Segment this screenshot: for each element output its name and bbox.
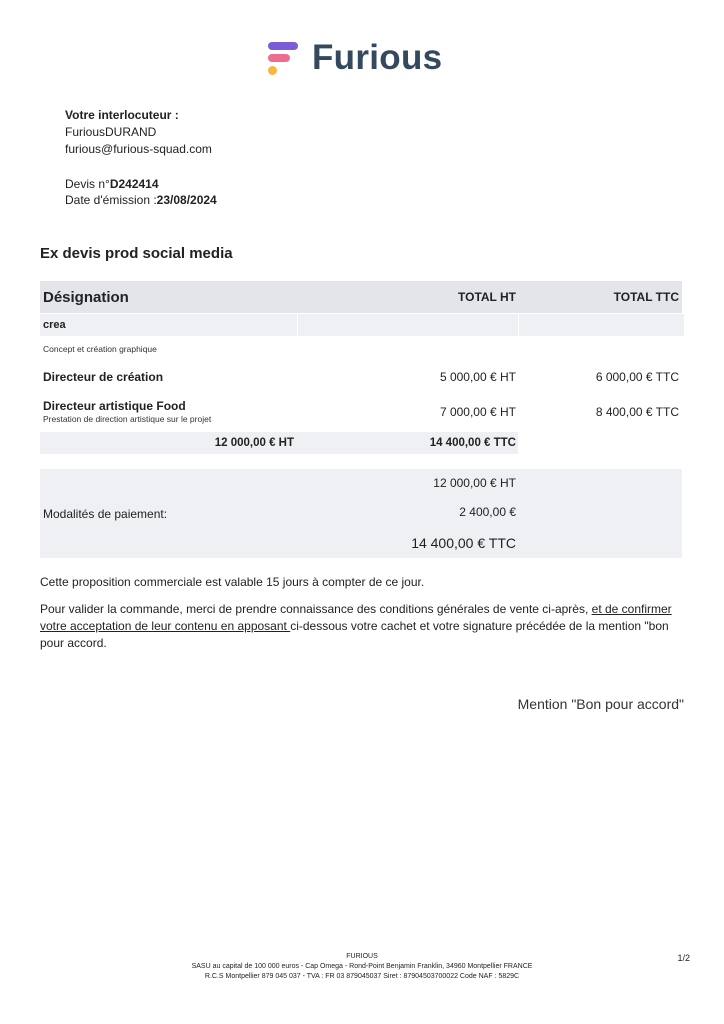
quote-date: 23/08/2024: [156, 193, 217, 207]
row-description: Prestation de direction artistique sur le projet: [43, 414, 212, 424]
contact-name: FuriousDURAND: [65, 125, 157, 139]
confirm-underlined: et de confirmer votre acceptation de leur contenu en apposant: [40, 602, 672, 633]
subtotal-ttc: 14 400,00 € TTC: [429, 437, 516, 449]
footer-line1: SASU au capital de 100 000 euros - Cap Omega - Rond-Point Benjamin Franklin, 34960 Montpellier FRANCE: [191, 963, 533, 970]
confirmation-text: [40, 601, 688, 652]
validity-text: Cette proposition commerciale est valable 15 jours à compter de ce jour.: [40, 575, 425, 589]
quote-number: D242414: [109, 177, 159, 191]
footer-company: FURIOUS: [346, 953, 378, 960]
row-total-ht: 5 000,00 € HT: [439, 370, 516, 384]
furious-logo-icon: [268, 42, 300, 78]
section-cell: [40, 314, 297, 336]
quote-title: Ex devis prod social media: [40, 245, 233, 262]
subtotal-ht: 12 000,00 € HT: [214, 437, 294, 449]
contact-label: Votre interlocuteur :: [65, 108, 179, 122]
logo-text: Furious: [312, 38, 443, 77]
header-designation: Désignation: [43, 289, 129, 306]
page-number: 1/2: [677, 953, 690, 963]
signature-mention: Mention "Bon pour accord": [517, 696, 684, 712]
section-cell: [519, 314, 684, 336]
header-total-ttc: TOTAL TTC: [613, 290, 679, 304]
payment-tva: 2 400,00 €: [459, 505, 516, 519]
payment-total-ttc: 14 400,00 € TTC: [411, 535, 516, 551]
company-logo: [268, 38, 458, 82]
contact-block: [65, 107, 212, 158]
footer-line2: R.C.S Montpellier 879 045 037 - TVA : FR 03 879045037 Siret : 87904503700022 Code NAF : 5829C: [204, 973, 520, 980]
confirm-text-part2: ci-dessous votre cachet et votre signature précédée de la mention "bon pour accord.: [40, 619, 669, 650]
confirm-text-part1: Pour valider la commande, merci de prendre connaissance des conditions générales de vente ci-après,: [40, 602, 592, 616]
header-total-ht: TOTAL HT: [458, 290, 516, 304]
quote-number-label: Devis n°: [65, 177, 110, 191]
section-cell: [298, 314, 518, 336]
footer: [150, 952, 574, 982]
row-title: Directeur de création: [43, 370, 164, 384]
quote-date-label: Date d'émission :: [65, 193, 157, 207]
quote-meta: [65, 176, 217, 208]
row-total-ttc: 6 000,00 € TTC: [595, 370, 679, 384]
payment-total-ht: 12 000,00 € HT: [433, 476, 516, 490]
row-title: Directeur artistique Food: [43, 399, 186, 413]
section-name: crea: [43, 319, 66, 331]
payment-label: Modalités de paiement:: [43, 507, 168, 521]
row-total-ht: 7 000,00 € HT: [439, 405, 516, 419]
row-total-ttc: 8 400,00 € TTC: [595, 405, 679, 419]
section-description: Concept et création graphique: [43, 344, 157, 354]
contact-email: furious@furious-squad.com: [65, 142, 212, 156]
